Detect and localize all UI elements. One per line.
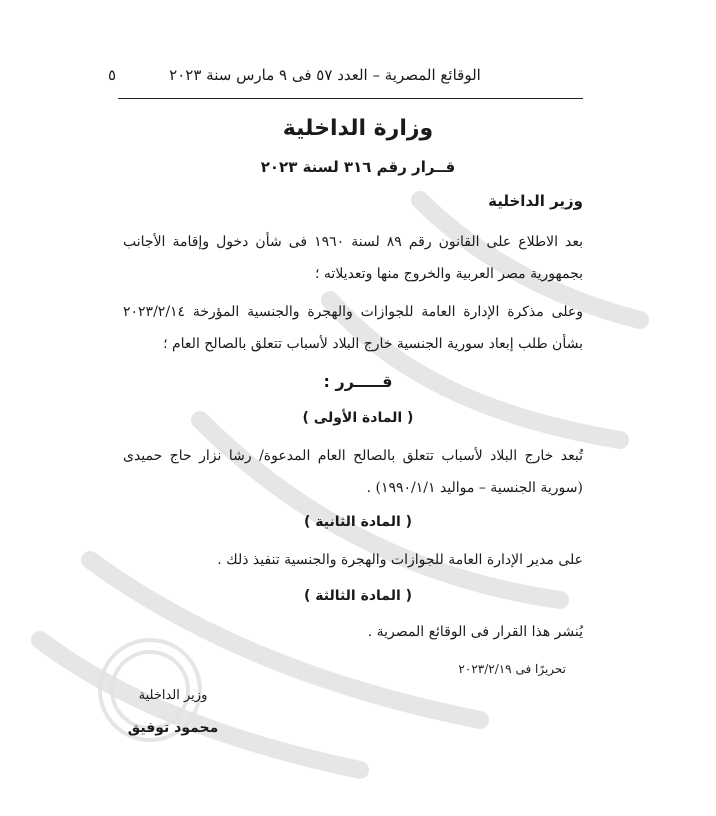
preamble-paragraph-1: بعد الاطلاع على القانون رقم ٨٩ لسنة ١٩٦٠ فى شأن دخول وإقامة الأجانب بجمهورية مصر العربية والخروج منها وتعديلاته ؛: [123, 234, 583, 282]
article-3-heading: ( المادة الثالثة ): [303, 588, 413, 604]
gazette-header-title: الوقائع المصرية – العدد ٥٧ فى ٩ مارس سنة ٢٠٢٣: [169, 66, 481, 84]
decided-heading: قـــــرر :: [323, 372, 393, 391]
article-1-text: تُبعد خارج البلاد لأسباب تتعلق بالصالح العام المدعوة/ رشا نزار حاج حميدى (سورية الجنسية – مواليد ١٩٩٠/١/١) .: [123, 448, 583, 496]
article-2-heading: ( المادة الثانية ): [303, 514, 413, 530]
signature-name: محمود توفيق: [127, 720, 219, 736]
ministry-title: وزارة الداخلية: [282, 116, 434, 141]
article-3-text: يُنشر هذا القرار فى الوقائع المصرية .: [367, 624, 583, 640]
signature-title: وزير الداخلية: [138, 688, 208, 703]
minister-heading: وزير الداخلية: [488, 192, 583, 210]
page-number: ٥: [108, 66, 117, 84]
issue-date: تحريرًا فى ٢٠٢٣/٢/١٩: [458, 662, 566, 676]
preamble-paragraph-2: وعلى مذكرة الإدارة العامة للجوازات والهجرة والجنسية المؤرخة ٢٠٢٣/٢/١٤ بشأن طلب إبعاد سورية الجنسية خارج البلاد لأسباب تتعلق بالصالح العام ؛: [123, 304, 583, 352]
decree-title: قــرار رقم ٣١٦ لسنة ٢٠٢٣: [260, 158, 456, 176]
article-1-heading: ( المادة الأولى ): [302, 410, 414, 426]
article-2-text: على مدير الإدارة العامة للجوازات والهجرة والجنسية تنفيذ ذلك .: [217, 552, 583, 568]
header-divider: [118, 98, 583, 99]
